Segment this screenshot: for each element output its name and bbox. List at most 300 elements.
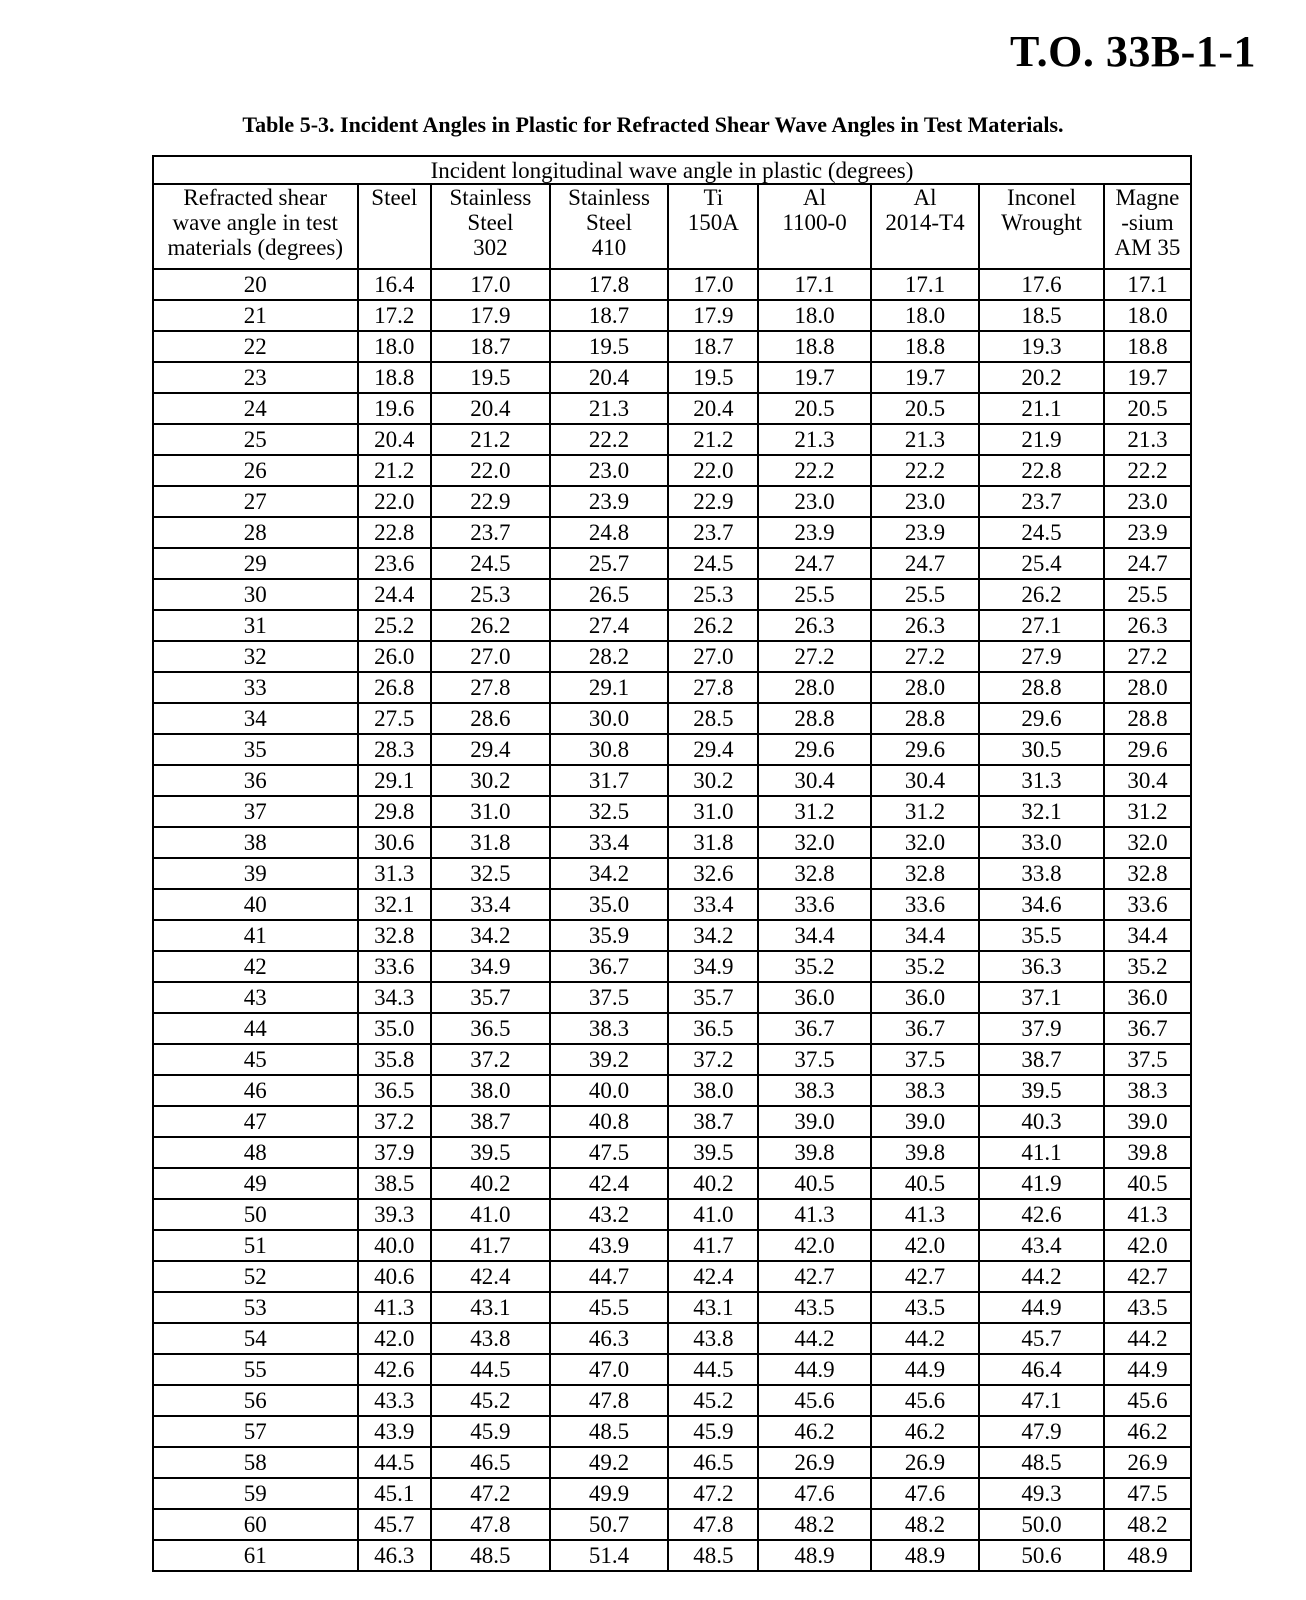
incident-angle-cell: 42.7	[758, 1261, 870, 1292]
column-header-line: Inconel	[1007, 185, 1077, 210]
incident-angle-cell: 36.7	[1104, 1013, 1191, 1044]
incident-angle-cell: 26.5	[550, 579, 669, 610]
incident-angle-cell: 40.6	[358, 1261, 432, 1292]
table-row	[153, 982, 1191, 1013]
incident-angle-cell: 39.5	[431, 1137, 550, 1168]
incident-angle-cell: 43.5	[871, 1292, 979, 1323]
incident-angle-cell: 28.3	[358, 734, 432, 765]
incident-angle-cell: 40.2	[431, 1168, 550, 1199]
refracted-angle-cell: 52	[153, 1261, 358, 1292]
incident-angle-cell: 48.5	[668, 1540, 758, 1571]
incident-angle-cell: 45.6	[758, 1385, 870, 1416]
incident-angle-cell: 31.0	[668, 796, 758, 827]
incident-angle-cell: 45.2	[668, 1385, 758, 1416]
incident-angle-cell: 30.8	[550, 734, 669, 765]
incident-angle-cell: 33.0	[979, 827, 1104, 858]
column-header-row	[153, 184, 1191, 269]
incident-angle-cell: 28.5	[668, 703, 758, 734]
incident-angle-cell: 17.8	[550, 269, 669, 300]
incident-angle-cell: 37.5	[1104, 1044, 1191, 1075]
column-header-line: Al	[913, 185, 937, 210]
incident-angle-cell: 47.9	[979, 1416, 1104, 1447]
incident-angle-cell: 34.2	[431, 920, 550, 951]
refracted-angle-cell: 23	[153, 362, 358, 393]
incident-angle-cell: 35.8	[358, 1044, 432, 1075]
refracted-angle-cell: 28	[153, 517, 358, 548]
incident-angle-cell: 39.8	[871, 1137, 979, 1168]
incident-angle-cell: 45.9	[668, 1416, 758, 1447]
incident-angle-cell: 34.6	[979, 889, 1104, 920]
incident-angle-cell: 17.9	[431, 300, 550, 331]
table-row	[153, 548, 1191, 579]
column-header-line: 410	[591, 235, 627, 260]
incident-angle-cell: 32.1	[979, 796, 1104, 827]
incident-angle-cell: 39.0	[871, 1106, 979, 1137]
refracted-angle-cell: 35	[153, 734, 358, 765]
incident-angle-cell: 34.9	[668, 951, 758, 982]
incident-angle-cell: 29.4	[431, 734, 550, 765]
table-row	[153, 951, 1191, 982]
incident-angle-cell: 19.5	[668, 362, 758, 393]
incident-angle-cell: 44.2	[871, 1323, 979, 1354]
incident-angle-cell: 30.6	[358, 827, 432, 858]
incident-angle-cell: 18.7	[668, 331, 758, 362]
incident-angle-cell: 28.0	[758, 672, 870, 703]
incident-angle-cell: 41.3	[871, 1199, 979, 1230]
incident-angle-cell: 35.9	[550, 920, 669, 951]
incident-angle-cell: 20.5	[871, 393, 979, 424]
incident-angle-cell: 31.8	[431, 827, 550, 858]
column-header-line: 150A	[687, 210, 739, 235]
incident-angle-cell: 18.8	[871, 331, 979, 362]
refracted-angle-cell: 21	[153, 300, 358, 331]
incident-angle-cell: 21.9	[979, 424, 1104, 455]
incident-angle-cell: 30.5	[979, 734, 1104, 765]
refracted-angle-cell: 36	[153, 765, 358, 796]
incident-angle-cell: 37.5	[550, 982, 669, 1013]
incident-angle-cell: 39.3	[358, 1199, 432, 1230]
incident-angle-cell: 37.5	[871, 1044, 979, 1075]
incident-angle-cell: 48.5	[431, 1540, 550, 1571]
incident-angle-cell: 37.2	[358, 1106, 432, 1137]
incident-angle-cell: 49.3	[979, 1478, 1104, 1509]
incident-angle-cell: 50.0	[979, 1509, 1104, 1540]
incident-angle-cell: 32.8	[871, 858, 979, 889]
table-row	[153, 393, 1191, 424]
incident-angle-cell: 41.0	[431, 1199, 550, 1230]
refracted-angle-cell: 43	[153, 982, 358, 1013]
incident-angle-cell: 36.5	[668, 1013, 758, 1044]
incident-angle-cell: 30.4	[1104, 765, 1191, 796]
incident-angle-cell: 18.8	[758, 331, 870, 362]
incident-angle-cell: 18.7	[431, 331, 550, 362]
incident-angle-cell: 38.7	[431, 1106, 550, 1137]
column-header	[979, 184, 1104, 269]
incident-angle-cell: 44.2	[1104, 1323, 1191, 1354]
refracted-angle-cell: 34	[153, 703, 358, 734]
incident-angle-cell: 36.7	[550, 951, 669, 982]
column-header	[550, 184, 669, 269]
column-header-line: Steel	[371, 185, 418, 210]
incident-angle-cell: 18.0	[1104, 300, 1191, 331]
incident-angle-cell: 32.5	[431, 858, 550, 889]
column-header-line: Wrought	[1001, 210, 1082, 235]
incident-angle-cell: 24.7	[1104, 548, 1191, 579]
incident-angle-cell: 43.4	[979, 1230, 1104, 1261]
incident-angle-cell: 45.7	[979, 1323, 1104, 1354]
table-row	[153, 858, 1191, 889]
refracted-angle-cell: 46	[153, 1075, 358, 1106]
refracted-angle-cell: 26	[153, 455, 358, 486]
incident-angle-cell: 48.2	[871, 1509, 979, 1540]
incident-angle-cell: 33.6	[1104, 889, 1191, 920]
incident-angle-cell: 23.7	[668, 517, 758, 548]
incident-angle-cell: 34.2	[668, 920, 758, 951]
incident-angle-cell: 41.3	[358, 1292, 432, 1323]
incident-angle-cell: 25.2	[358, 610, 432, 641]
incident-angle-cell: 23.0	[871, 486, 979, 517]
incident-angle-cell: 40.0	[358, 1230, 432, 1261]
incident-angle-cell: 42.6	[979, 1199, 1104, 1230]
incident-angle-cell: 20.5	[758, 393, 870, 424]
column-header	[668, 184, 758, 269]
table-row	[153, 1137, 1191, 1168]
incident-angle-cell: 37.2	[431, 1044, 550, 1075]
incident-angle-cell: 44.9	[758, 1354, 870, 1385]
incident-angle-cell: 27.2	[1104, 641, 1191, 672]
incident-angle-cell: 42.0	[1104, 1230, 1191, 1261]
incident-angle-cell: 17.0	[668, 269, 758, 300]
table-row	[153, 269, 1191, 300]
table-row	[153, 672, 1191, 703]
incident-angle-cell: 38.0	[668, 1075, 758, 1106]
incident-angle-cell: 27.8	[668, 672, 758, 703]
refracted-angle-cell: 32	[153, 641, 358, 672]
incident-angle-cell: 47.8	[668, 1509, 758, 1540]
incident-angle-cell: 22.2	[871, 455, 979, 486]
incident-angle-cell: 34.4	[758, 920, 870, 951]
incident-angle-cell: 31.3	[979, 765, 1104, 796]
incident-angle-cell: 48.2	[758, 1509, 870, 1540]
incident-angle-cell: 44.5	[358, 1447, 432, 1478]
incident-angle-cell: 41.9	[979, 1168, 1104, 1199]
incident-angle-cell: 20.4	[431, 393, 550, 424]
incident-angle-cell: 45.6	[1104, 1385, 1191, 1416]
incident-angle-cell: 31.7	[550, 765, 669, 796]
incident-angle-cell: 20.4	[358, 424, 432, 455]
refracted-angle-cell: 39	[153, 858, 358, 889]
incident-angle-cell: 31.3	[358, 858, 432, 889]
incident-angle-cell: 47.2	[431, 1478, 550, 1509]
table-row	[153, 455, 1191, 486]
incident-angle-cell: 38.5	[358, 1168, 432, 1199]
incident-angle-cell: 18.0	[871, 300, 979, 331]
refracted-angle-cell: 54	[153, 1323, 358, 1354]
table-row	[153, 1354, 1191, 1385]
incident-angle-cell: 50.6	[979, 1540, 1104, 1571]
incident-angle-cell: 44.9	[979, 1292, 1104, 1323]
incident-angle-cell: 38.7	[979, 1044, 1104, 1075]
incident-angle-cell: 30.0	[550, 703, 669, 734]
incident-angle-cell: 42.4	[550, 1168, 669, 1199]
incident-angle-cell: 42.0	[758, 1230, 870, 1261]
incident-angle-cell: 33.4	[550, 827, 669, 858]
incident-angle-cell: 37.9	[358, 1137, 432, 1168]
incident-angle-cell: 32.0	[758, 827, 870, 858]
table-body	[153, 269, 1191, 1571]
column-header-line: materials (degrees)	[167, 235, 344, 260]
incident-angle-cell: 29.1	[358, 765, 432, 796]
incident-angle-cell: 34.3	[358, 982, 432, 1013]
refracted-angle-cell: 57	[153, 1416, 358, 1447]
incident-angle-cell: 45.5	[550, 1292, 669, 1323]
incident-angle-cell: 35.2	[758, 951, 870, 982]
incident-angle-cell: 43.9	[550, 1230, 669, 1261]
incident-angle-cell: 19.3	[979, 331, 1104, 362]
incident-angle-cell: 32.5	[550, 796, 669, 827]
incident-angle-cell: 23.7	[979, 486, 1104, 517]
refracted-angle-cell: 42	[153, 951, 358, 982]
incident-angle-cell: 33.4	[431, 889, 550, 920]
table-row	[153, 889, 1191, 920]
refracted-angle-cell: 47	[153, 1106, 358, 1137]
incident-angle-cell: 17.9	[668, 300, 758, 331]
incident-angle-cell: 46.2	[1104, 1416, 1191, 1447]
incident-angle-cell: 46.5	[431, 1447, 550, 1478]
incident-angle-cell: 26.3	[758, 610, 870, 641]
refracted-angle-cell: 37	[153, 796, 358, 827]
table-title: Table 5-3. Incident Angles in Plastic for Refracted Shear Wave Angles in Test Materials.	[242, 112, 1064, 137]
column-header-line: 2014-T4	[885, 210, 965, 235]
incident-angle-cell: 43.2	[550, 1199, 669, 1230]
incident-angle-cell: 17.1	[758, 269, 870, 300]
column-header-line: Al	[803, 185, 827, 210]
incident-angle-cell: 27.4	[550, 610, 669, 641]
refracted-angle-cell: 44	[153, 1013, 358, 1044]
incident-angle-cell: 29.1	[550, 672, 669, 703]
incident-angle-cell: 30.2	[431, 765, 550, 796]
incident-angle-cell: 26.2	[979, 579, 1104, 610]
incident-angle-cell: 42.0	[871, 1230, 979, 1261]
incident-angle-cell: 33.6	[358, 951, 432, 982]
incident-angle-cell: 36.0	[1104, 982, 1191, 1013]
incident-angle-cell: 29.6	[1104, 734, 1191, 765]
column-header-line: Ti	[703, 185, 724, 210]
incident-angle-cell: 27.0	[668, 641, 758, 672]
incident-angle-cell: 21.2	[668, 424, 758, 455]
incident-angle-cell: 32.6	[668, 858, 758, 889]
incident-angle-cell: 51.4	[550, 1540, 669, 1571]
incident-angle-cell: 42.4	[431, 1261, 550, 1292]
incident-angle-cell: 33.8	[979, 858, 1104, 889]
incident-angle-cell: 28.8	[871, 703, 979, 734]
incident-angle-cell: 27.0	[431, 641, 550, 672]
incident-angle-cell: 50.7	[550, 1509, 669, 1540]
incident-angle-cell: 36.7	[871, 1013, 979, 1044]
incident-angle-cell: 25.5	[758, 579, 870, 610]
incident-angle-cell: 43.9	[358, 1416, 432, 1447]
incident-angle-cell: 26.3	[871, 610, 979, 641]
incident-angle-cell: 24.4	[358, 579, 432, 610]
incident-angle-cell: 41.1	[979, 1137, 1104, 1168]
table-row	[153, 1509, 1191, 1540]
incident-angle-cell: 28.2	[550, 641, 669, 672]
incident-angle-cell: 47.2	[668, 1478, 758, 1509]
incident-angle-cell: 40.3	[979, 1106, 1104, 1137]
table-row	[153, 1230, 1191, 1261]
incident-angle-cell: 44.5	[668, 1354, 758, 1385]
incident-angle-cell: 31.2	[758, 796, 870, 827]
incident-angle-cell: 27.5	[358, 703, 432, 734]
incident-angle-cell: 18.5	[979, 300, 1104, 331]
incident-angle-cell: 20.2	[979, 362, 1104, 393]
incident-angle-cell: 40.5	[758, 1168, 870, 1199]
refracted-angle-cell: 58	[153, 1447, 358, 1478]
table-row	[153, 920, 1191, 951]
incident-angle-cell: 40.2	[668, 1168, 758, 1199]
incident-angle-cell: 27.8	[431, 672, 550, 703]
incident-angle-cell: 48.9	[871, 1540, 979, 1571]
incident-angle-cell: 22.2	[550, 424, 669, 455]
incident-angle-cell: 40.0	[550, 1075, 669, 1106]
table-row	[153, 1106, 1191, 1137]
incident-angle-cell: 39.8	[1104, 1137, 1191, 1168]
incident-angle-cell: 28.0	[1104, 672, 1191, 703]
incident-angle-cell: 23.9	[550, 486, 669, 517]
incident-angle-cell: 22.9	[668, 486, 758, 517]
incident-angle-cell: 35.0	[550, 889, 669, 920]
column-header-line: Stainless	[568, 185, 650, 210]
incident-angle-cell: 42.6	[358, 1354, 432, 1385]
incident-angle-cell: 43.1	[668, 1292, 758, 1323]
incident-angle-cell: 38.3	[1104, 1075, 1191, 1106]
table-row	[153, 1075, 1191, 1106]
incident-angle-cell: 47.0	[550, 1354, 669, 1385]
incident-angle-cell: 42.4	[668, 1261, 758, 1292]
incident-angle-cell: 46.2	[758, 1416, 870, 1447]
incident-angle-cell: 25.7	[550, 548, 669, 579]
incident-angle-cell: 22.0	[358, 486, 432, 517]
table-row	[153, 424, 1191, 455]
incident-angle-cell: 47.8	[431, 1509, 550, 1540]
column-header	[358, 184, 432, 269]
incident-angle-cell: 29.6	[979, 703, 1104, 734]
table-row	[153, 796, 1191, 827]
incident-angle-cell: 47.6	[758, 1478, 870, 1509]
incident-angle-cell: 26.9	[1104, 1447, 1191, 1478]
incident-angle-cell: 45.1	[358, 1478, 432, 1509]
table-row	[153, 1168, 1191, 1199]
table-row	[153, 1385, 1191, 1416]
incident-angle-cell: 41.3	[758, 1199, 870, 1230]
incident-angle-cell: 47.5	[550, 1137, 669, 1168]
refracted-angle-cell: 20	[153, 269, 358, 300]
incident-angle-cell: 26.9	[871, 1447, 979, 1478]
incident-angle-cell: 17.1	[871, 269, 979, 300]
incident-angle-cell: 35.5	[979, 920, 1104, 951]
column-header	[431, 184, 550, 269]
incident-angle-cell: 48.5	[979, 1447, 1104, 1478]
refracted-angle-cell: 31	[153, 610, 358, 641]
incident-angle-cell: 40.8	[550, 1106, 669, 1137]
incident-angle-cell: 39.0	[758, 1106, 870, 1137]
incident-angle-cell: 16.4	[358, 269, 432, 300]
incident-angle-cell: 23.0	[550, 455, 669, 486]
incident-angle-cell: 39.8	[758, 1137, 870, 1168]
incident-angle-cell: 27.2	[758, 641, 870, 672]
column-header	[758, 184, 870, 269]
incident-angle-cell: 44.9	[1104, 1354, 1191, 1385]
column-header-line: Magne	[1115, 185, 1180, 210]
incident-angle-cell: 24.5	[668, 548, 758, 579]
refracted-angle-cell: 60	[153, 1509, 358, 1540]
incident-angle-cell: 36.5	[358, 1075, 432, 1106]
incident-angle-cell: 28.8	[758, 703, 870, 734]
incident-angle-cell: 31.2	[1104, 796, 1191, 827]
incident-angle-cell: 25.5	[871, 579, 979, 610]
refracted-angle-cell: 22	[153, 331, 358, 362]
incident-angle-cell: 29.6	[871, 734, 979, 765]
table-row	[153, 610, 1191, 641]
incident-angle-cell: 45.9	[431, 1416, 550, 1447]
refracted-angle-cell: 27	[153, 486, 358, 517]
incident-angle-cell: 32.8	[758, 858, 870, 889]
table-row	[153, 1261, 1191, 1292]
table-row	[153, 1199, 1191, 1230]
incident-angle-cell: 48.9	[758, 1540, 870, 1571]
incident-angle-cell: 21.2	[431, 424, 550, 455]
column-header-line: 302	[473, 235, 508, 260]
incident-angle-cell: 39.0	[1104, 1106, 1191, 1137]
incident-angle-cell: 26.0	[358, 641, 432, 672]
incident-angle-cell: 44.5	[431, 1354, 550, 1385]
incident-angle-cell: 44.2	[979, 1261, 1104, 1292]
incident-angle-cell: 32.0	[871, 827, 979, 858]
column-header-line: Steel	[586, 210, 633, 235]
table-row	[153, 641, 1191, 672]
table-row	[153, 486, 1191, 517]
incident-angle-cell: 36.7	[758, 1013, 870, 1044]
incident-angle-cell: 29.6	[758, 734, 870, 765]
incident-angle-cell: 32.8	[358, 920, 432, 951]
incident-angle-cell: 46.5	[668, 1447, 758, 1478]
table-row	[153, 1292, 1191, 1323]
incident-angle-cell: 49.2	[550, 1447, 669, 1478]
incident-angle-cell: 25.5	[1104, 579, 1191, 610]
incident-angle-cell: 42.0	[358, 1323, 432, 1354]
incident-angle-cell: 17.6	[979, 269, 1104, 300]
refracted-angle-cell: 24	[153, 393, 358, 424]
super-header: Incident longitudinal wave angle in plastic (degrees)	[153, 156, 1191, 184]
refracted-angle-cell: 59	[153, 1478, 358, 1509]
incident-angle-cell: 18.0	[758, 300, 870, 331]
incident-angle-cell: 39.5	[668, 1137, 758, 1168]
incident-angle-cell: 35.0	[358, 1013, 432, 1044]
incident-angle-cell: 34.4	[871, 920, 979, 951]
incident-angle-cell: 43.1	[431, 1292, 550, 1323]
incident-angle-cell: 26.2	[431, 610, 550, 641]
incident-angle-cell: 28.6	[431, 703, 550, 734]
incident-angle-cell: 36.0	[871, 982, 979, 1013]
refracted-angle-cell: 25	[153, 424, 358, 455]
incident-angle-cell: 22.0	[431, 455, 550, 486]
table-row	[153, 765, 1191, 796]
incident-angle-cell: 41.7	[431, 1230, 550, 1261]
incident-angle-cell: 30.4	[758, 765, 870, 796]
incident-angle-cell: 23.9	[871, 517, 979, 548]
incident-angle-cell: 29.8	[358, 796, 432, 827]
incident-angle-cell: 25.3	[668, 579, 758, 610]
